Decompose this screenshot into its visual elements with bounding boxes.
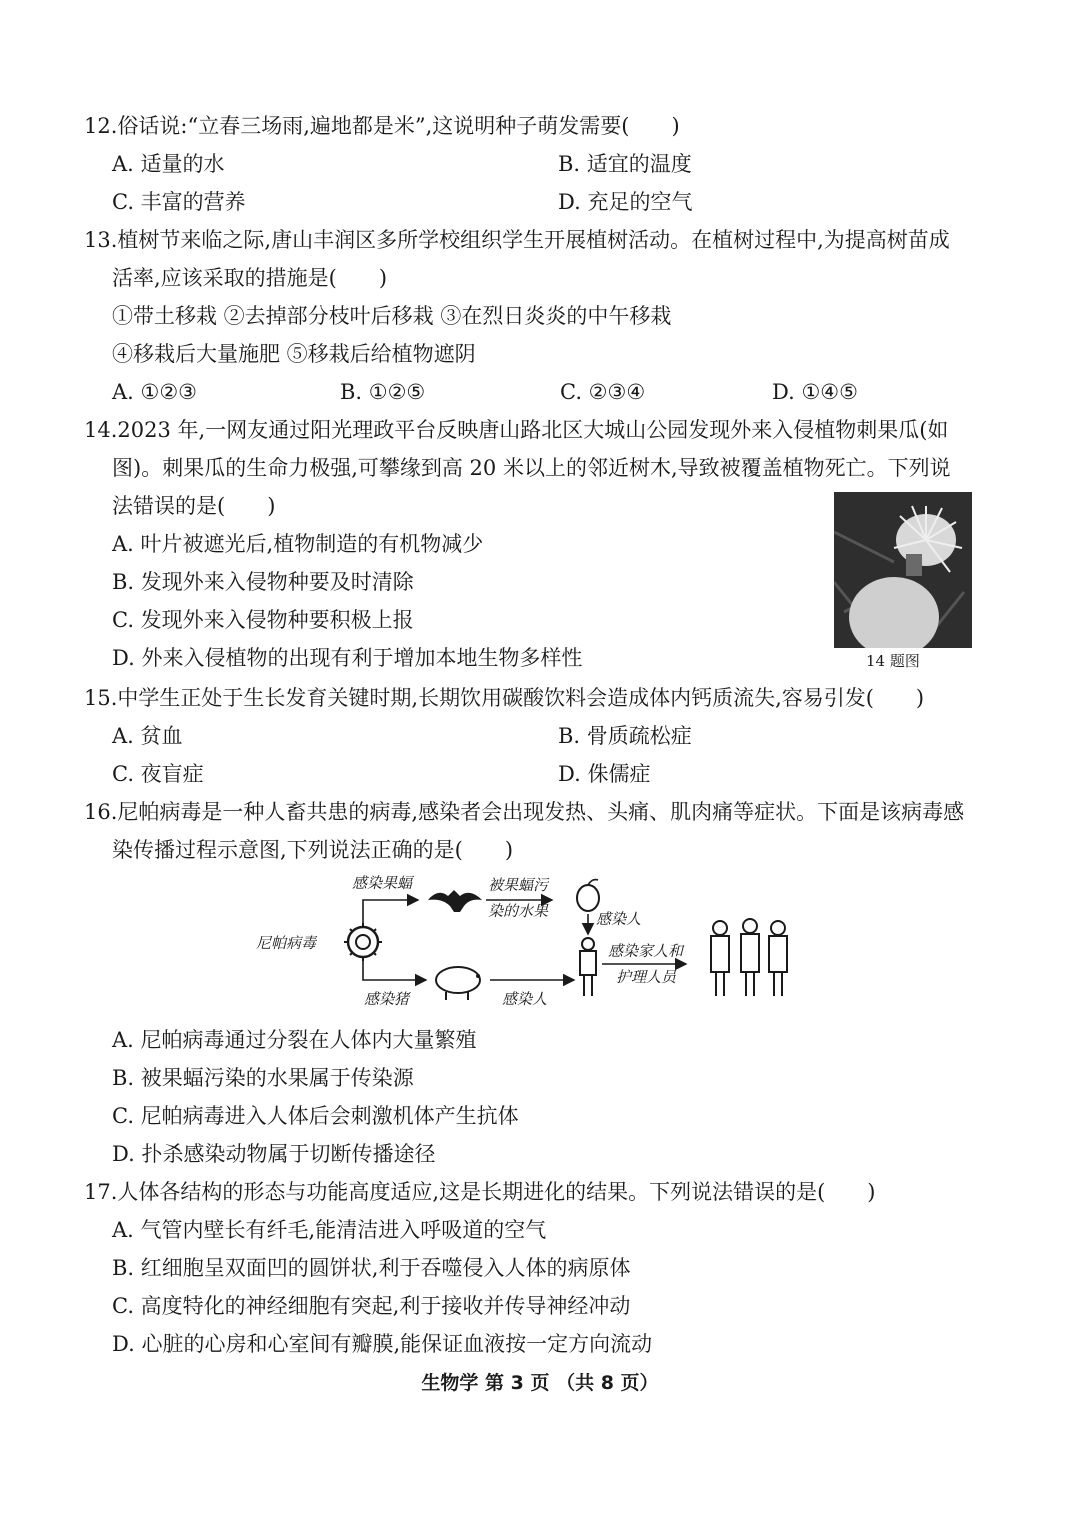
q13-option-a: A. ①②③ (112, 380, 197, 404)
q14-option-a: A. 叶片被遮光后,植物制造的有机物减少 (112, 532, 484, 556)
q14-stem-line3: 法错误的是( ) (112, 494, 276, 518)
bat-icon (428, 890, 482, 912)
page-footer: 生物学 第 3 页 （共 8 页） (421, 1372, 659, 1394)
q16-option-a: A. 尼帕病毒通过分裂在人体内大量繁殖 (112, 1028, 477, 1052)
q17-option-c: C. 高度特化的神经细胞有突起,利于接收并传导神经冲动 (112, 1294, 631, 1318)
q15-option-c: C. 夜盲症 (112, 762, 204, 786)
q16-transmission-diagram (256, 868, 816, 1018)
q15-option-a: A. 贫血 (112, 724, 183, 748)
q15-option-b: B. 骨质疏松症 (558, 724, 692, 748)
family-people-icon (711, 919, 787, 996)
fruit-icon (577, 880, 599, 911)
q13-option-b: B. ①②⑤ (340, 380, 426, 404)
q17-option-a: A. 气管内壁长有纤毛,能清洁进入呼吸道的空气 (112, 1218, 547, 1242)
q13-items-line2: ④移栽后大量施肥 ⑤移栽后给植物遮阴 (112, 342, 476, 366)
q16-stem-line1: 16.尼帕病毒是一种人畜共患的病毒,感染者会出现发热、头痛、肌肉痛等症状。下面是该病毒感 (84, 800, 965, 824)
q13-stem-line1: 13.植树节来临之际,唐山丰润区多所学校组织学生开展植树活动。在植树过程中,为提高树苗成 (84, 228, 950, 252)
q16-option-d: D. 扑杀感染动物属于切断传播途径 (112, 1142, 436, 1166)
q16-stem-line2: 染传播过程示意图,下列说法正确的是( ) (112, 838, 514, 862)
q14-option-d: D. 外来入侵植物的出现有利于增加本地生物多样性 (112, 646, 583, 670)
diagram-fruit-label-line2: 染的水果 (488, 902, 549, 920)
q15-option-d: D. 侏儒症 (558, 762, 651, 786)
q13-items-line1: ①带土移栽 ②去掉部分枝叶后移栽 ③在烈日炎炎的中午移栽 (112, 304, 672, 328)
q13-stem-line2: 活率,应该采取的措施是( ) (112, 266, 388, 290)
infected-person-icon (580, 938, 596, 996)
diagram-fruit-label-line1: 被果蝠污 (488, 876, 549, 894)
diagram-virus-label: 尼帕病毒 (256, 934, 317, 952)
q12-option-a: A. 适量的水 (112, 152, 225, 176)
q13-option-d: D. ①④⑤ (772, 380, 858, 404)
virus-icon (344, 923, 382, 961)
q14-option-c: C. 发现外来入侵物种要积极上报 (112, 608, 414, 632)
q17-stem: 17.人体各结构的形态与功能高度适应,这是长期进化的结果。下列说法错误的是( ) (84, 1180, 876, 1204)
q16-option-b: B. 被果蝠污染的水果属于传染源 (112, 1066, 414, 1090)
q13-option-c: C. ②③④ (560, 380, 646, 404)
q14-plant-photo (834, 492, 972, 648)
q17-option-b: B. 红细胞呈双面凹的圆饼状,利于吞噬侵入人体的病原体 (112, 1256, 631, 1280)
q12-option-d: D. 充足的空气 (558, 190, 693, 214)
diagram-family-label-line1: 感染家人和 (608, 942, 684, 960)
q14-stem-line1: 14.2023 年,一网友通过阳光理政平台反映唐山路北区大城山公园发现外来入侵植物刺果瓜(如 (84, 418, 949, 442)
diagram-infect-bat-label: 感染果蝠 (352, 874, 413, 892)
diagram-infect-person-top-label: 感染人 (596, 910, 642, 928)
q17-option-d: D. 心脏的心房和心室间有瓣膜,能保证血液按一定方向流动 (112, 1332, 653, 1356)
q12-stem: 12.俗话说:“立春三场雨,遍地都是米”,这说明种子萌发需要( ) (84, 114, 680, 138)
q16-option-c: C. 尼帕病毒进入人体后会刺激机体产生抗体 (112, 1104, 519, 1128)
q14-stem-line2: 图)。刺果瓜的生命力极强,可攀缘到高 20 米以上的邻近树木,导致被覆盖植物死亡。下列说 (112, 456, 951, 480)
q14-option-b: B. 发现外来入侵物种要及时清除 (112, 570, 414, 594)
q14-figure-caption: 14 题图 (866, 652, 920, 670)
q15-stem: 15.中学生正处于生长发育关键时期,长期饮用碳酸饮料会造成体内钙质流失,容易引发( ) (84, 686, 925, 710)
diagram-infect-pig-label: 感染猪 (364, 990, 410, 1008)
diagram-infect-person-bottom-label: 感染人 (502, 990, 548, 1008)
q12-option-b: B. 适宜的温度 (558, 152, 692, 176)
diagram-family-label-line2: 护理人员 (616, 968, 677, 986)
q12-option-c: C. 丰富的营养 (112, 190, 246, 214)
pig-icon (436, 967, 480, 1000)
